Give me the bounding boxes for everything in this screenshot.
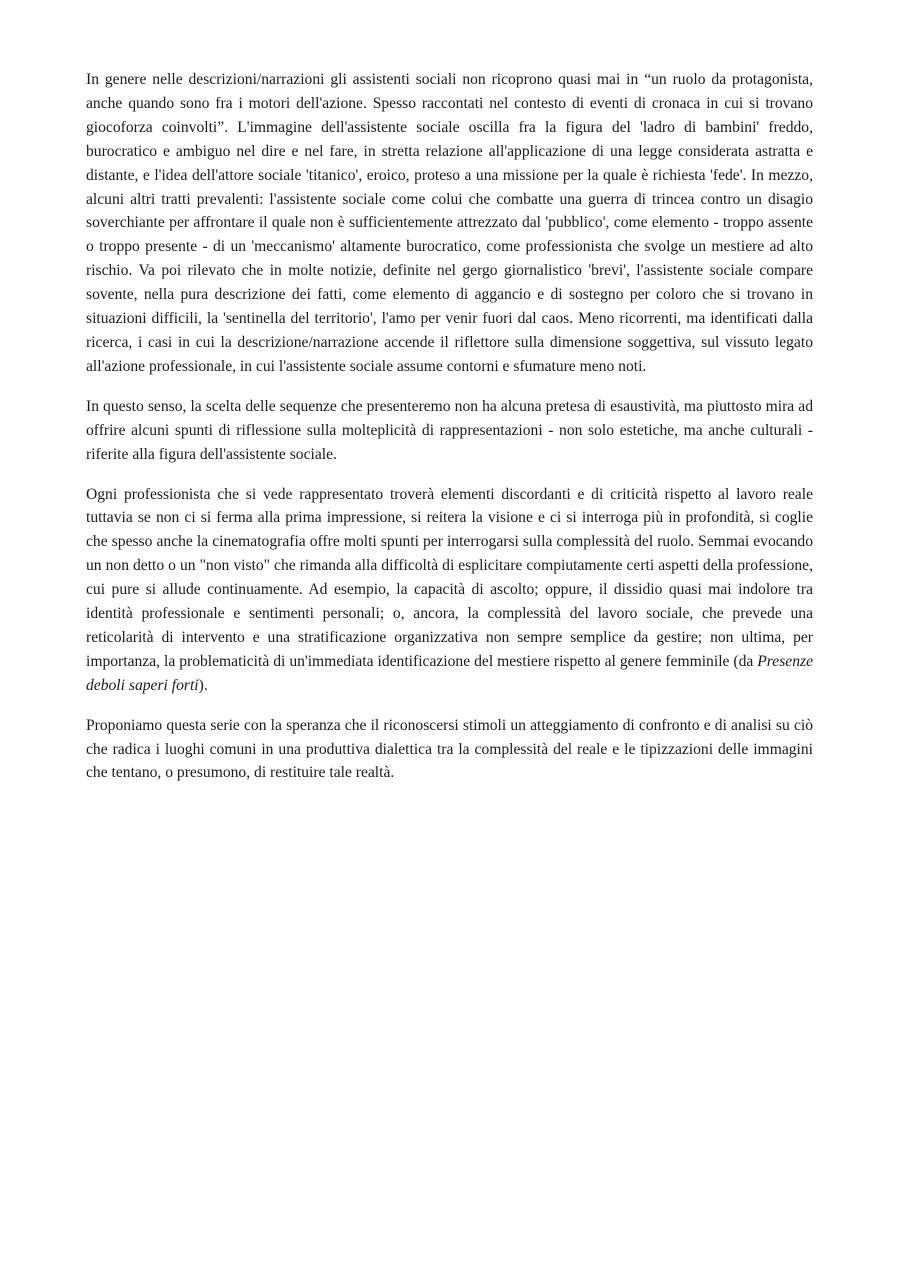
paragraph-3 <box>86 483 813 698</box>
document-page <box>86 68 813 801</box>
paragraph-1: In genere nelle descrizioni/narrazioni gli assistenti sociali non ricoprono quasi mai in “un ruolo da protagonista, anche quando sono fra i motori dell'azione. Spesso raccontati nel contesto di eventi di cronaca in cui si trovano giocoforza coinvolti”. L'immagine dell'assistente sociale oscilla fra la figura del 'ladro di bambini' freddo, burocratico e ambiguo nel dire e nel fare, in stretta relazione all'applicazione di una legge considerata astratta e distante, e l'idea dell'attore sociale 'titanico', eroico, proteso a una missione per la quale è richiesta 'fede'. In mezzo, alcuni altri tratti prevalenti: l'assistente sociale come colui che combatte una guerra di trincea contro un disagio soverchiante per affrontare il quale non è sufficientemente attrezzato dal 'pubblico', come elemento - troppo assente o troppo presente - di un 'meccanismo' altamente burocratico, come professionista che svolge un mestiere ad alto rischio. Va poi rilevato che in molte notizie, definite nel gergo giornalistico 'brevi', l'assistente sociale compare sovente, nella pura descrizione dei fatti, come elemento di aggancio e di sostegno per coloro che si trovano in situazioni difficili, la 'sentinella del territorio', l'amo per venir fuori dal caos. Meno ricorrenti, ma identificati dalla ricerca, i casi in cui la descrizione/narrazione accende il riflettore sulla dimensione soggettiva, sul vissuto legato all'azione professionale, in cui l'assistente sociale assume contorni e sfumature meno noti. <box>86 71 813 375</box>
citation-title: Presenze deboli saperi forti <box>86 652 813 694</box>
paragraph-2: In questo senso, la scelta delle sequenze che presenteremo non ha alcuna pretesa di esaustività, ma piuttosto mira ad offrire alcuni spunti di riflessione sulla molteplicità di rappresentazioni - non solo estetiche, ma anche culturali - riferite alla figura dell'assistente sociale. <box>86 397 813 463</box>
paragraph-3-text-before: Ogni professionista che si vede rappresentato troverà elementi discordanti e di criticità rispetto al lavoro reale tuttavia se non ci si ferma alla prima impressione, si reitera la visione e ci si interroga più in profondità, si coglie che spesso anche la cinematografia offre molti spunti per interrogarsi sulla complessità del ruolo. Semmai evocando un non detto o un "non visto" che rimanda alla difficoltà di esplicitare compiutamente certi aspetti della professione, cui pure si allude continuamente. Ad esempio, la capacità di ascolto; oppure, il dissidio quasi mai indolore tra identità professionale e sentimenti personali; o, ancora, la complessità del lavoro sociale, che prevede una reticolarità di intervento e una stratificazione organizzativa non sempre semplice da gestire; non ultima, per importanza, la problematicità di un'immediata identificazione del mestiere rispetto al genere femminile (da <box>86 485 813 670</box>
paragraph-3-text-after: ). <box>198 676 208 694</box>
paragraph-4: Proponiamo questa serie con la speranza che il riconoscersi stimoli un atteggiamento di confronto e di analisi su ciò che radica i luoghi comuni in una produttiva dialettica tra la complessità del reale e le tipizzazioni delle immagini che tentano, o presumono, di restituire tale realtà. <box>86 716 813 782</box>
